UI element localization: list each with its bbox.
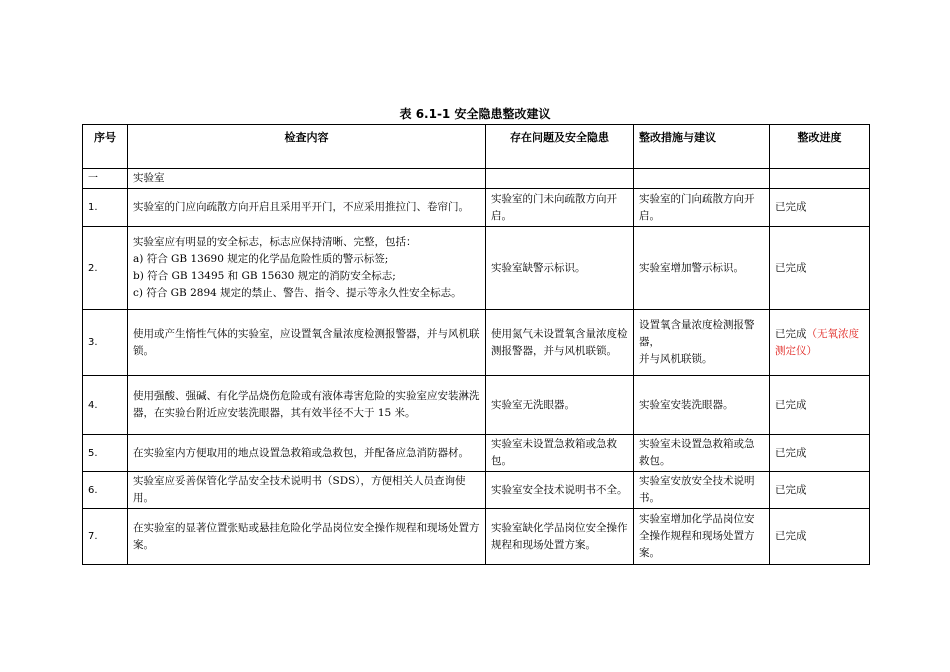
content-line: 实验室应有明显的安全标志，标志应保持清晰、完整，包括： xyxy=(133,236,417,248)
row-issue: 实验室缺化学品岗位安全操作规程和现场处置方案。 xyxy=(486,509,634,565)
row-measure: 实验室增加警示标识。 xyxy=(634,227,770,310)
content-line: b) 符合 GB 13495 和 GB 15630 规定的消防安全标志; xyxy=(133,270,396,282)
row-status xyxy=(770,509,870,565)
row-issue: 实验室的门未向疏散方向开启。 xyxy=(486,189,634,227)
status-text: 已完成 xyxy=(775,398,807,411)
row-content: 实验室的门应向疏散方向开启且采用平开门，不应采用推拉门、卷帘门。 xyxy=(128,189,486,227)
header-status: 整改进度 xyxy=(770,125,870,169)
row-status xyxy=(770,472,870,509)
row-measure: 实验室的门向疏散方向开启。 xyxy=(634,189,770,227)
row-status xyxy=(770,310,870,376)
measure-line: 并与风机联锁。 xyxy=(639,353,713,365)
table-row xyxy=(83,435,870,472)
row-status xyxy=(770,189,870,227)
section-empty-cell xyxy=(770,169,870,189)
row-measure: 实验室安放安全技术说明书。 xyxy=(634,472,770,509)
table-row xyxy=(83,376,870,435)
table-header-row xyxy=(83,125,870,169)
row-content: 使用强酸、强碱、有化学品烧伤危险或有液体毒害危险的实验室应安装淋洗器，在实验台附近应安装洗眼器，其有效半径不大于 15 米。 xyxy=(128,376,486,435)
row-number: 3. xyxy=(83,310,128,376)
section-index: 一 xyxy=(83,169,128,189)
row-issue: 使用氮气未设置氧含量浓度检测报警器，并与风机联锁。 xyxy=(486,310,634,376)
row-status xyxy=(770,376,870,435)
row-measure: 实验室未设置急救箱或急救包。 xyxy=(634,435,770,472)
table-caption: 表 6.1-1 安全隐患整改建议 xyxy=(399,107,551,121)
row-issue: 实验室缺警示标识。 xyxy=(486,227,634,310)
row-number: 2. xyxy=(83,227,128,310)
header-index: 序号 xyxy=(83,125,128,169)
status-text: 已完成 xyxy=(775,530,807,542)
row-measure: 实验室增加化学品岗位安全操作规程和现场处置方案。 xyxy=(634,509,770,565)
table-row xyxy=(83,472,870,509)
section-title: 实验室 xyxy=(128,169,486,189)
row-content: 在实验室的显著位置张贴或悬挂危险化学品岗位安全操作规程和现场处置方案。 xyxy=(128,509,486,565)
row-content: 实验室应妥善保管化学品安全技术说明书（SDS），方便相关人员查询使用。 xyxy=(128,472,486,509)
content-line: a) 符合 GB 13690 规定的化学品危险性质的警示标签; xyxy=(133,253,389,265)
status-text: 已完成 xyxy=(775,261,807,274)
row-issue: 实验室安全技术说明书不全。 xyxy=(486,472,634,509)
status-text: 已完成 xyxy=(775,446,807,459)
header-measure: 整改措施与建议 xyxy=(634,125,770,169)
section-row xyxy=(83,169,870,189)
row-issue: 实验室未设置急救箱或急救包。 xyxy=(486,435,634,472)
row-content: 使用或产生惰性气体的实验室，应设置氧含量浓度检测报警器，并与风机联锁。 xyxy=(128,310,486,376)
safety-hazard-table xyxy=(82,124,870,565)
table-row xyxy=(83,509,870,565)
status-note: （无氧浓度测定仪） xyxy=(775,327,859,357)
row-content xyxy=(128,227,486,310)
row-content: 在实验室内方便取用的地点设置急救箱或急救包，并配备应急消防器材。 xyxy=(128,435,486,472)
table-row xyxy=(83,310,870,376)
row-issue: 实验室无洗眼器。 xyxy=(486,376,634,435)
row-number: 1. xyxy=(83,189,128,227)
row-status xyxy=(770,227,870,310)
row-measure xyxy=(634,310,770,376)
row-number: 5. xyxy=(83,435,128,472)
status-text: 已完成 xyxy=(775,483,807,496)
section-empty-cell xyxy=(634,169,770,189)
row-number: 6. xyxy=(83,472,128,509)
table-row xyxy=(83,189,870,227)
header-issue: 存在问题及安全隐患 xyxy=(486,125,634,169)
row-status xyxy=(770,435,870,472)
status-text: 已完成 xyxy=(775,327,807,340)
row-number: 7. xyxy=(83,509,128,565)
status-text: 已完成 xyxy=(775,201,807,213)
table-row xyxy=(83,227,870,310)
row-measure: 实验室安装洗眼器。 xyxy=(634,376,770,435)
content-line: c) 符合 GB 2894 规定的禁止、警告、指令、提示等永久性安全标志。 xyxy=(133,287,462,299)
row-number: 4. xyxy=(83,376,128,435)
measure-line: 设置氧含量浓度检测报警器， xyxy=(639,319,755,348)
section-empty-cell xyxy=(486,169,634,189)
header-content: 检查内容 xyxy=(128,125,486,169)
